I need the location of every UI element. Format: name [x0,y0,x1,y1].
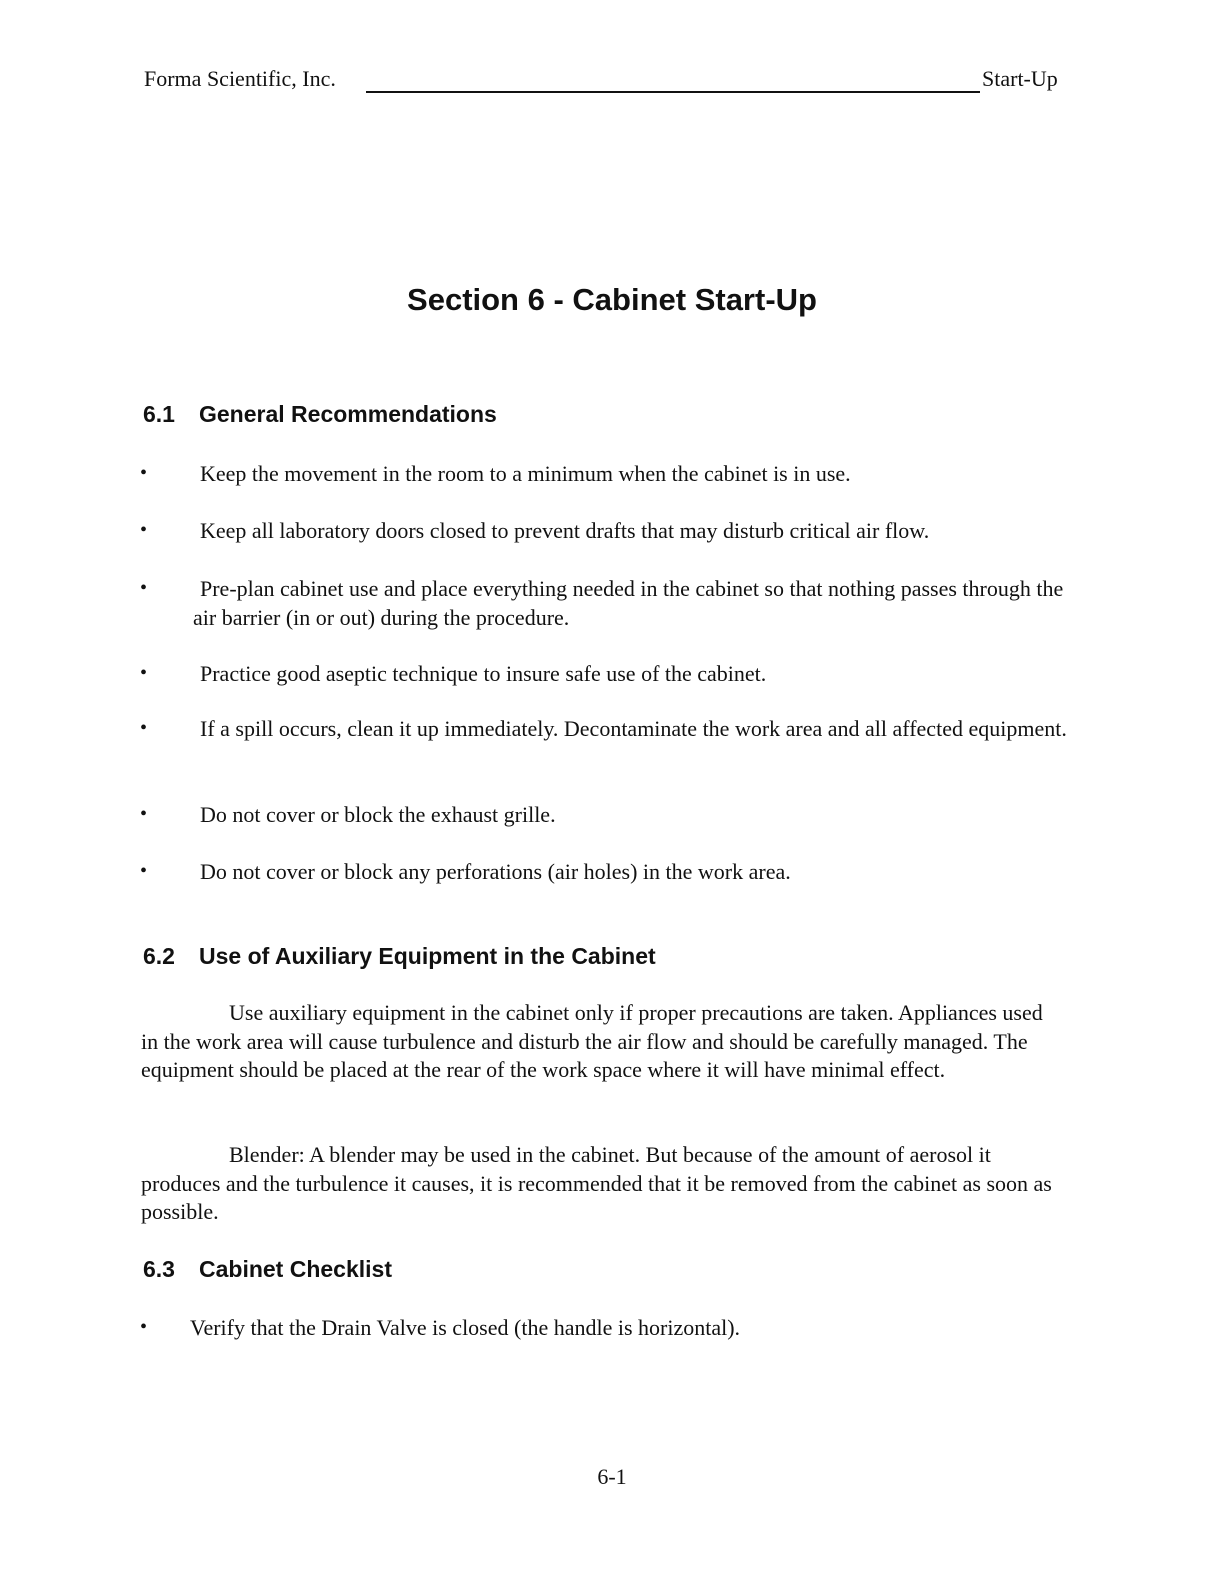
bullet-icon: • [140,577,148,599]
header-rule [366,91,980,93]
bullet-icon: • [140,519,148,541]
list-item-text: Do not cover or block any perforations (air holes) in the work area. [200,859,791,884]
heading-6-1 [143,401,497,428]
heading-6-3 [143,1256,392,1283]
heading-text: General Recommendations [199,401,497,427]
heading-number: 6.2 [143,943,175,969]
list-item-text: Pre-plan cabinet use and place everything needed in the cabinet so that nothing passes through the air barrier (in or out) during the procedure. [193,576,1064,630]
list-item-text: Do not cover or block the exhaust grille. [200,802,556,827]
paragraph: Blender: A blender may be used in the cabinet. But because of the amount of aerosol it produces and the turbulence it causes, it is recommended that it be removed from the cabinet as soon as possible. [141,1142,1052,1224]
bullet-icon: • [140,462,148,484]
bullet-icon: • [140,717,148,739]
list-item-text: Keep all laboratory doors closed to prevent drafts that may disturb critical air flow. [200,518,930,543]
list-item-text: Verify that the Drain Valve is closed (the handle is horizontal). [190,1315,741,1340]
section-title: Section 6 - Cabinet Start-Up [407,282,817,317]
bullet-icon: • [140,1316,148,1338]
bullet-icon: • [140,860,148,882]
bullet-icon: • [140,803,148,825]
heading-text: Use of Auxiliary Equipment in the Cabinet [199,943,656,969]
list-item-text: Practice good aseptic technique to insure safe use of the cabinet. [200,661,767,686]
list-item-text: Keep the movement in the room to a minimum when the cabinet is in use. [200,461,851,486]
heading-number: 6.3 [143,1256,175,1282]
heading-number: 6.1 [143,401,175,427]
page-number: 6-1 [597,1464,627,1489]
bullet-icon: • [140,662,148,684]
paragraph: Use auxiliary equipment in the cabinet only if proper precautions are taken. Appliances used in the work area will cause turbulence and disturb the air flow and should be carefully managed. The equipment should be placed at the rear of the work space where it will have minimal effect. [141,1000,1043,1082]
list-item-text: If a spill occurs, clean it up immediately. Decontaminate the work area and all affected equipment. [200,716,1067,741]
heading-text: Cabinet Checklist [199,1256,392,1282]
header-company: Forma Scientific, Inc. [144,66,336,91]
header-chapter: Start-Up [982,66,1058,91]
heading-6-2 [143,943,656,970]
